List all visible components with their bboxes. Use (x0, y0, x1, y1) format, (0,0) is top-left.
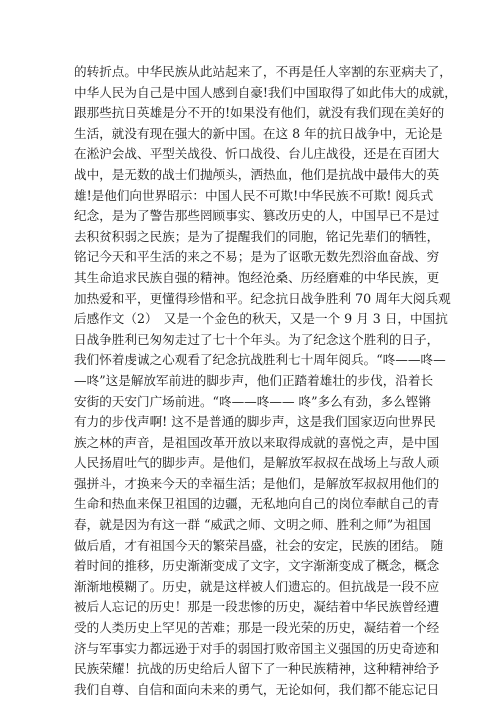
text-line: 族之林的声音，是祖国改革开放以来取得成就的喜悦之声，是中国 (74, 434, 440, 450)
text-line: 济与军事实力都远逊于对手的弱国打败帝国主义强国的历史奇迹和 (74, 640, 440, 656)
text-line: 雄!是他们向世界昭示：中国人民不可欺!中华民族不可欺! 阅兵式 (74, 187, 434, 203)
text-line: 纪念，是为了警告那些罔顾事实、篡改历史的人，中国早已不是过 (74, 208, 440, 224)
text-line: 做后盾，才有祖国今天的繁荣昌盛，社会的安定，民族的团结。 随 (74, 537, 444, 553)
text-line: 在淞沪会战、平型关战役、忻口战役、台儿庄战役，还是在百团大 (74, 146, 440, 162)
text-line: 安街的天安门广场前进。“咚——咚—— 咚”多么有劲，多么铿锵 (74, 393, 431, 409)
text-line: 的转折点。中华民族从此站起来了，不再是任人宰割的东亚病夫了， (74, 64, 452, 79)
text-line: 人民扬眉吐气的脚步声。是他们，是解放军叔叔在战场上与敌人顽 (74, 455, 440, 471)
text-line: —咚”这是解放军前进的脚步声，他们正踏着雄壮的步伐，沿着长 (74, 372, 434, 388)
text-line: 春，就是因为有这一群 “威武之师、文明之师、胜利之师”为祖国 (74, 517, 431, 533)
document-body-text (74, 62, 457, 700)
text-line: 着时间的推移，历史渐渐变成了文字，文字渐渐变成了概念，概念 (74, 558, 440, 574)
text-line: 生命和热血来保卫祖国的边疆，无私地向自己的岗位奉献自己的青 (74, 496, 440, 512)
text-line: 有力的步伐声啊! 这不是普通的脚步声，这是我们国家迈向世界民 (74, 414, 436, 430)
text-line: 后感作文（2） 又是一个金色的秋天，又是一个 9 月 3 日，中国抗 (74, 311, 448, 327)
text-line: 渐渐地模糊了。历史，就是这样被人们遗忘的。但抗战是一段不应 (74, 578, 440, 594)
text-line: 我们自尊、自信和面向未来的勇气，无论如何，我们都不能忘记日 (74, 681, 440, 697)
text-line: 铭记今天和平生活的来之不易；是为了讴歌无数先烈浴血奋战、穷 (74, 249, 440, 265)
text-line: 加热爱和平，更懂得珍惜和平。纪念抗日战争胜利 70 周年大阅兵观 (74, 290, 451, 306)
text-line: 战中，是无数的战士们抛颅头，洒热血，他们是抗战中最伟大的英 (74, 166, 440, 182)
text-line: 生活，就没有现在强大的新中国。在这 8 年的抗日战争中，无论是 (74, 125, 443, 141)
text-line: 日战争胜利已匆匆走过了七十个年头。为了纪念这个胜利的日子， (74, 331, 440, 347)
text-line: 去积贫积弱之民族；是为了提醒我们的同胞，铭记先辈们的牺牲， (74, 228, 440, 244)
text-line: 强拼斗，才换来今天的幸福生活；是他们，是解放军叔叔用他们的 (74, 475, 440, 491)
text-line: 跟那些抗日英雄是分不开的!如果没有他们，就没有我们现在美好的 (74, 105, 445, 121)
text-line: 受的人类历史上罕见的苦难；那是一段光荣的历史，凝结着一个经 (74, 620, 440, 636)
text-line: 我们怀着虔诚之心观看了纪念抗战胜利七十周年阅兵。“咚——咚— (74, 352, 446, 368)
text-line: 民族荣耀！抗战的历史给后人留下了一种民族精神，这种精神给予 (74, 661, 440, 677)
text-line: 被后人忘记的历史！那是一段悲惨的历史，凝结着中华民族曾经遭 (74, 599, 440, 615)
text-line: 中华人民为自己是中国人感到自豪!我们中国取得了如此伟大的成就， (74, 84, 457, 100)
text-line: 其生命追求民族自强的精神。饱经沧桑、历经磨难的中华民族，更 (74, 269, 440, 285)
